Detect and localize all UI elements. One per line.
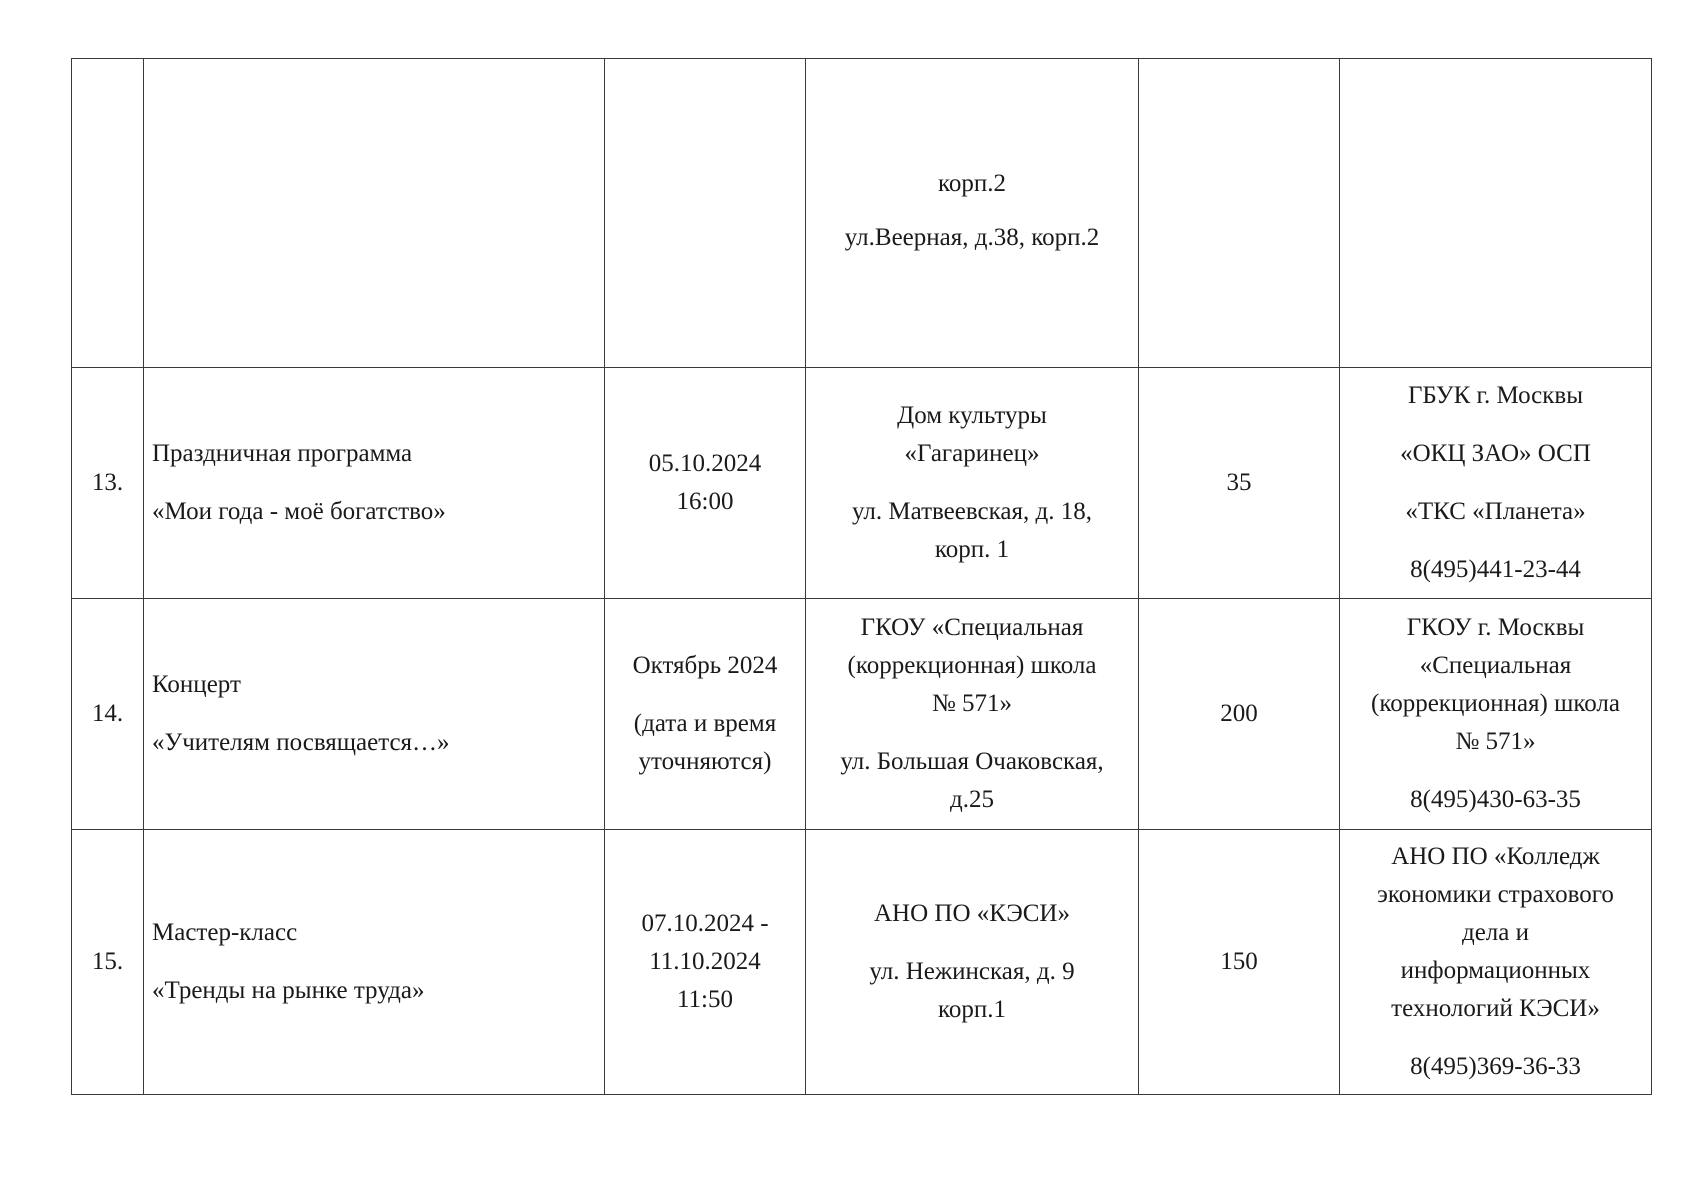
place-line: корп.2 <box>937 170 1006 197</box>
organizer-line: ГБУК г. Москвы <box>1407 382 1584 409</box>
event-place-cell <box>806 59 1139 368</box>
organizer-phone: 8(495)441-23-44 <box>1410 556 1581 583</box>
row-number-cell <box>72 368 144 599</box>
event-name-cell <box>144 830 605 1095</box>
organizer-line: «ТКС «Планета» <box>1405 498 1586 525</box>
event-place-cell <box>806 599 1139 830</box>
event-date: 07.10.2024 - 11.10.2024 11:50 <box>641 910 769 1013</box>
event-name-cell <box>144 368 605 599</box>
organizer-phone: 8(495)430-63-35 <box>1410 786 1581 813</box>
organizer-line: «ОКЦ ЗАО» ОСП <box>1400 440 1591 467</box>
event-title: «Учителям посвящается…» <box>152 729 450 756</box>
event-date-cell <box>605 59 806 368</box>
event-date-cell <box>605 368 806 599</box>
participants-count-cell <box>1139 368 1340 599</box>
row-number: 14. <box>91 700 124 727</box>
place-name: ГКОУ «Специальная (коррекционная) школа № 571» <box>847 614 1097 717</box>
row-number-cell <box>72 599 144 830</box>
event-place-cell <box>806 830 1139 1095</box>
event-date: 05.10.2024 16:00 <box>648 450 762 515</box>
place-name: Дом культуры «Гагаринец» <box>897 402 1047 467</box>
events-table <box>71 58 1652 1095</box>
row-number: 13. <box>91 469 124 496</box>
event-date-cell <box>605 830 806 1095</box>
organizer-cell <box>1340 830 1652 1095</box>
participants-count: 150 <box>1220 948 1258 975</box>
table-row <box>72 830 1652 1095</box>
organizer-cell <box>1340 368 1652 599</box>
organizer-phone: 8(495)369-36-33 <box>1410 1053 1581 1080</box>
event-date-note: (дата и время уточняются) <box>633 710 777 775</box>
participants-count-cell <box>1139 59 1340 368</box>
table-row <box>72 599 1652 830</box>
event-type: Мастер-класс <box>152 919 298 946</box>
row-number-cell <box>72 830 144 1095</box>
place-address: ул. Большая Очаковская, д.25 <box>840 748 1104 813</box>
event-title: «Тренды на рынке труда» <box>152 977 425 1004</box>
event-type: Концерт <box>152 671 241 698</box>
event-date: Октябрь 2024 <box>632 652 778 679</box>
participants-count-cell <box>1139 599 1340 830</box>
event-type: Праздничная программа <box>152 440 413 467</box>
event-name-cell <box>144 599 605 830</box>
table-row <box>72 368 1652 599</box>
event-name-cell <box>144 59 605 368</box>
participants-count: 35 <box>1226 469 1252 496</box>
event-place-cell <box>806 368 1139 599</box>
place-line: ул.Веерная, д.38, корп.2 <box>844 224 1100 251</box>
row-number: 15. <box>91 948 124 975</box>
place-name: АНО ПО «КЭСИ» <box>874 900 1070 927</box>
event-date-cell <box>605 599 806 830</box>
event-title: «Мои года - моё богатство» <box>152 498 446 525</box>
organizer-cell <box>1340 599 1652 830</box>
participants-count-cell <box>1139 830 1340 1095</box>
participants-count: 200 <box>1220 700 1258 727</box>
table-row-continuation <box>72 59 1652 368</box>
place-address: ул. Матвеевская, д. 18, корп. 1 <box>852 498 1092 563</box>
organizer-name: ГКОУ г. Москвы «Специальная (коррекционная) школа № 571» <box>1371 614 1620 755</box>
organizer-name: АНО ПО «Колледж экономики страхового дела и информационных технологий КЭСИ» <box>1377 843 1614 1022</box>
place-address: ул. Нежинская, д. 9 корп.1 <box>869 958 1075 1023</box>
row-number-cell <box>72 59 144 368</box>
organizer-cell <box>1340 59 1652 368</box>
